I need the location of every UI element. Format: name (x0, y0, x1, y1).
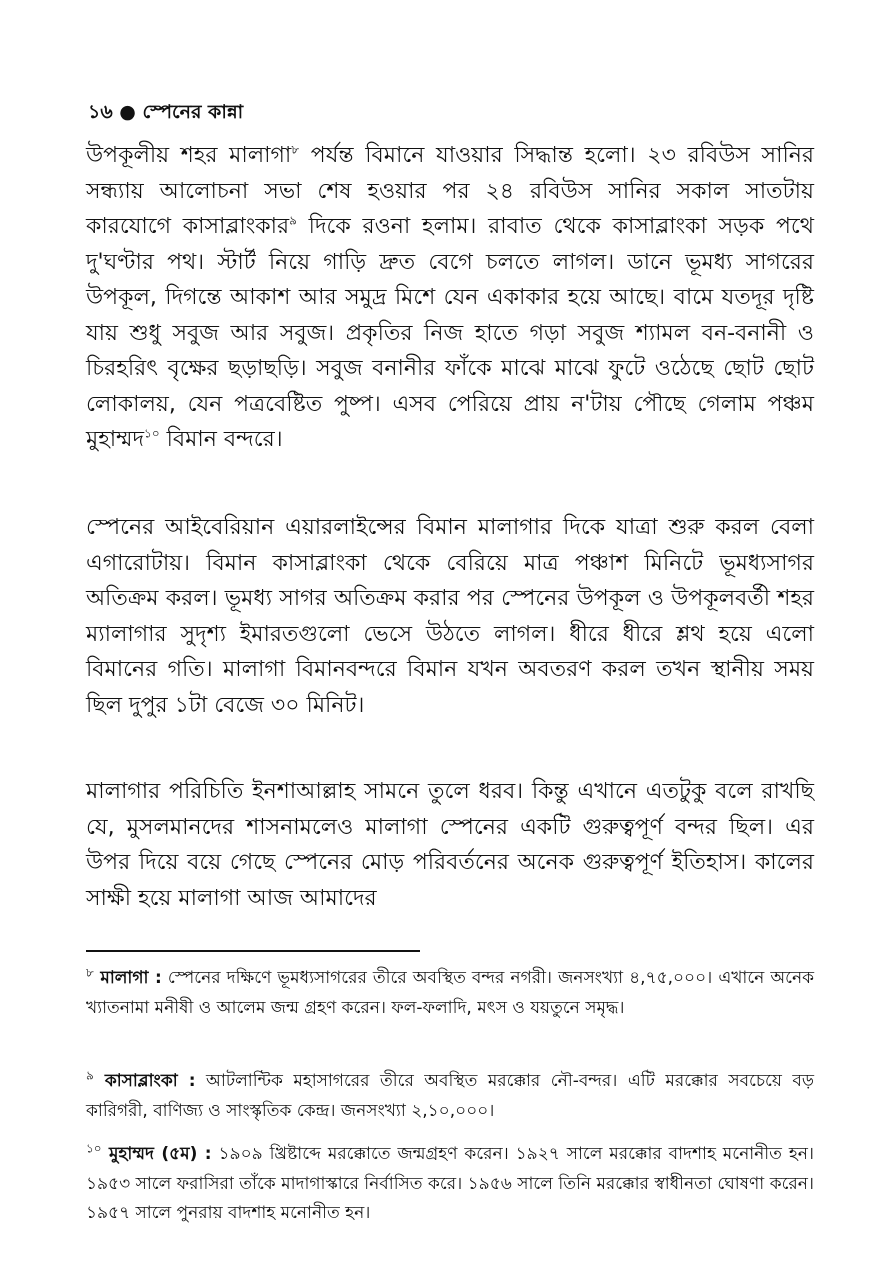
running-head: ১৬ ● স্পেনের কান্না (88, 101, 244, 123)
footnote-text: ১৯০৯ খ্রিষ্টাব্দে মরক্কোতে জন্মগ্রহণ করেন। ১৯২৭ সালে মরক্কোর বাদশাহ মনোনীত হন। ১৯৫৩ সালে ফরাসিরা তাঁকে মাদাগাস্কারে নির্বাসিত করে। ১৯৫৬ সালে তিনি মরক্কোর স্বাধীনতা ঘোষণা করেন। ১৯৫৭ সালে পুনরায় বাদশাহ মনোনীত হন। (86, 1144, 814, 1223)
footnote-marker: ৮ (86, 965, 94, 980)
footnote-9 (86, 1067, 814, 1126)
footnote-text: আটলান্টিক মহাসাগরের তীরে অবস্থিত মরক্কোর নৌ-বন্দর। এটি মরক্কোর সবচেয়ে বড় কারিগরী, বাণিজ্য ও সাংস্কৃতিক কেন্দ্র। জনসংখ্যা ২,১০,০০০। (86, 1071, 814, 1121)
paragraph-1-text-d: বিমান বন্দরে। (159, 427, 283, 452)
paragraph-1-text-c: দিকে রওনা হলাম। রাবাত থেকে কাসাব্লাংকা সড়ক পথে দু'ঘণ্টার পথ। স্টার্ট নিয়ে গাড়ি দ্রুত বেগে চলতে লাগল। ডানে ভূমধ্য সাগরের উপকূল, দিগন্তে আকাশ আর সমুদ্র মিশে যেন একাকার হয়ে আছে। বামে যতদূর দৃষ্টি যায় শুধু সবুজ আর সবুজ। প্রকৃতির নিজ হাতে গড়া সবুজ শ্যামল বন-বনানী ও চিরহরিৎ বৃক্ষের ছড়াছড়ি। সবুজ বনানীর ফাঁকে মাঝে মাঝে ফুটে ওঠেছে ছোট ছোট লোকালয়, যেন পত্রবেষ্টিত পুষ্প। এসব পেরিয়ে প্রায় ন'টায় পৌছে গেলাম পঞ্চম মুহাম্মদ (86, 214, 814, 452)
footnote-marker: ১০ (86, 1141, 102, 1156)
footnote-ref-8: ৮ (291, 142, 300, 157)
paragraph-1-text-a: উপকূলীয় শহর মালাগা (86, 143, 292, 168)
footnote-ref-9: ৯ (289, 213, 297, 228)
footnote-10 (86, 1140, 814, 1229)
footnote-separator (86, 950, 420, 952)
footnote-text: স্পেনের দক্ষিণে ভূমধ্যসাগরের তীরে অবস্থিত বন্দর নগরী। জনসংখ্যা ৪,৭৫,০০০। এখানে অনেক খ্যাতনামা মনীষী ও আলেম জন্ম গ্রহণ করেন। ফল-ফলাদি, মৎস ও যয়তুনে সমৃদ্ধ। (86, 968, 814, 1018)
footnote-ref-10: ১০ (144, 426, 160, 441)
footnote-8 (86, 964, 814, 1023)
footnote-term: মুহাম্মদ (৫ম) : (101, 1144, 212, 1164)
body-paragraph-2: স্পেনের আইবেরিয়ান এয়ারলাইন্সের বিমান মালাগার দিকে যাত্রা শুরু করল বেলা এগারোটায়। বিমান কাসাব্লাংকা থেকে বেরিয়ে মাত্র পঞ্চাশ মিনিটে ভূমধ্যসাগর অতিক্রম করল। ভূমধ্য সাগর অতিক্রম করার পর স্পেনের উপকূল ও উপকূলবর্তী শহর ম্যালাগার সুদৃশ্য ইমারতগুলো ভেসে উঠতে লাগল। ধীরে ধীরে শ্লথ হয়ে এলো বিমানের গতি। মালাগা বিমানবন্দরে বিমান যখন অবতরণ করল তখন স্থানীয় সময় ছিল দুপুর ১টা বেজে ৩০ মিনিট। (86, 515, 814, 718)
footnote-term: মালাগা : (93, 968, 162, 988)
body-paragraph-3: মালাগার পরিচিতি ইনশাআল্লাহ সামনে তুলে ধরব। কিন্তু এখানে এতটুকু বলে রাখছি যে, মুসলমানদের শাসনামলেও মালাগা স্পেনের একটি গুরুত্বপূর্ণ বন্দর ছিল। এর উপর দিয়ে বয়ে গেছে স্পেনের মোড় পরিবর্তনের অনেক গুরুত্বপূর্ণ ইতিহাস। কালের সাক্ষী হয়ে মালাগা আজ আমাদের (86, 779, 814, 911)
body-paragraph-1 (86, 138, 814, 458)
paragraph-1-text-b: পর্যন্ত বিমানে যাওয়ার সিদ্ধান্ত হলো। ২৩ রবিউস সানির সন্ধ্যায় আলোচনা সভা শেষ হওয়ার পর ২৪ রবিউস সানির সকাল সাতটায় কারযোগে কাসাব্লাংকার (86, 143, 814, 239)
footnote-term: কাসাব্লাংকা : (93, 1071, 196, 1091)
footnote-marker: ৯ (86, 1068, 94, 1083)
